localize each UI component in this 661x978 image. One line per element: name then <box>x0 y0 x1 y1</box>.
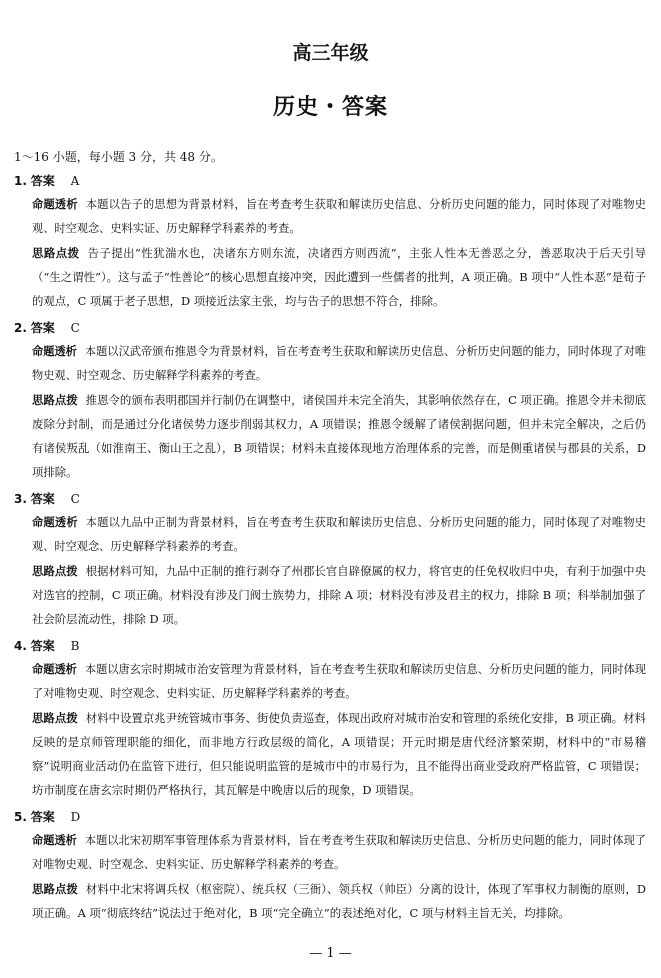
answer-line <box>14 637 646 655</box>
question-number: 5. <box>14 810 27 824</box>
hint-text: 告子提出“性犹湍水也，决诸东方则东流，决诸西方则西流”，主张人性本无善恶之分，善恶取决于后天引导（“生之谓性”）。这与孟子“性善论”的核心思想直接冲突，因此遭到一些儒者的批判，A 项正确。B 项中“人性本恶”是荀子的观点，C 项属于老子思想，D 项接近法家主张，均与告子的思想不符合，排除。 <box>32 246 646 308</box>
answer-item-5 <box>14 808 646 925</box>
answer-item-3 <box>14 490 646 631</box>
hint-label: 思路点拨 <box>32 246 80 260</box>
answer-line <box>14 319 646 337</box>
hint-label: 思路点拨 <box>32 711 78 725</box>
answer-label: 答案 <box>30 492 55 506</box>
hint-paragraph <box>14 388 646 484</box>
analysis-label: 命题透析 <box>32 516 78 529</box>
analysis-text: 本题以唐玄宗时期城市治安管理为背景材料，旨在考查考生获取和解读历史信息、分析历史问题的能力，同时体现了对唯物史观、时空观念、史料实证、历史解释学科素养的考查。 <box>32 663 646 700</box>
answer-item-2 <box>14 319 646 484</box>
analysis-paragraph <box>14 340 646 388</box>
question-number: 4. <box>14 639 27 653</box>
hint-label: 思路点拨 <box>32 564 78 578</box>
answer-label: 答案 <box>30 321 55 335</box>
answer-label: 答案 <box>30 810 55 824</box>
analysis-text: 本题以九品中正制为背景材料，旨在考查考生获取和解读历史信息、分析历史问题的能力，同时体现了对唯物史观、时空观念、历史解释学科素养的考查。 <box>32 516 646 553</box>
answer-item-4 <box>14 637 646 802</box>
question-number: 1. <box>14 174 27 188</box>
answer-line <box>14 808 646 826</box>
answer-line <box>14 172 646 190</box>
analysis-paragraph <box>14 511 646 559</box>
analysis-text: 本题以汉武帝颁布推恩令为背景材料，旨在考查考生获取和解读历史信息、分析历史问题的能力，同时体现了对唯物史观、时空观念、历史解释学科素养的考查。 <box>32 345 646 382</box>
hint-label: 思路点拨 <box>32 393 78 407</box>
answer-choice: A <box>70 174 80 188</box>
hint-text: 材料中设置京兆尹统管城市事务、街使负责巡查，体现出政府对城市治安和管理的系统化安排，B 项正确。材料反映的是京师管理职能的细化，而非地方行政层级的简化，A 项错误；开元时期是唐代经济繁荣期，材料中的“市易稽察”说明商业活动仍在监管下进行，但只能说明监管的是城市中的市易行为，且不能得出商业受政府严格监管，C 项错误；坊市制度在唐玄宗时期仍严格执行，其瓦解是中晚唐以后的现象，D 项错误。 <box>32 711 646 797</box>
answer-item-1 <box>14 172 646 313</box>
question-number: 3. <box>14 492 27 506</box>
hint-text: 推恩令的颁布表明郡国并行制仍在调整中，诸侯国并未完全消失，其影响依然存在，C 项正确。推恩令并未彻底废除分封制，而是通过分化诸侯势力逐步削弱其权力，A 项错误；推恩令缓解了诸侯割据问题，但并未完全解决，之后仍有诸侯叛乱（如淮南王、衡山王之乱），B 项错误；材料未直接体现地方治理体系的完善，而是侧重诸侯与郡县的关系，D 项排除。 <box>32 393 646 479</box>
answer-choice: C <box>70 321 80 335</box>
scoring-intro: 1～16 小题，每小题 3 分，共 48 分。 <box>14 150 223 164</box>
hint-paragraph <box>14 706 646 802</box>
hint-paragraph <box>14 559 646 631</box>
analysis-label: 命题透析 <box>32 345 77 358</box>
answer-choice: B <box>70 639 80 653</box>
answer-line <box>14 490 646 508</box>
question-number: 2. <box>14 321 27 335</box>
hint-label: 思路点拨 <box>32 882 78 896</box>
answer-label: 答案 <box>30 174 55 188</box>
grade-heading: 高三年级 <box>292 42 369 64</box>
analysis-text: 本题以告子的思想为背景材料，旨在考查考生获取和解读历史信息、分析历史问题的能力，同时体现了对唯物史观、时空观念、史料实证、历史解释学科素养的考查。 <box>32 198 646 235</box>
answer-label: 答案 <box>30 639 55 653</box>
analysis-text: 本题以北宋初期军事管理体系为背景材料，旨在考查考生获取和解读历史信息、分析历史问题的能力，同时体现了对唯物史观、时空观念、史料实证、历史解释学科素养的考查。 <box>32 834 646 871</box>
analysis-label: 命题透析 <box>32 198 78 211</box>
hint-text: 材料中北宋将调兵权（枢密院）、统兵权（三衙）、领兵权（帅臣）分离的设计，体现了军事权力制衡的原则，D 项正确。A 项“彻底终结”说法过于绝对化，B 项“完全确立”的表述绝对化，C 项与材料主旨无关，均排除。 <box>32 882 646 920</box>
hint-paragraph <box>14 241 646 313</box>
answer-content <box>14 148 646 925</box>
analysis-paragraph <box>14 193 646 241</box>
answer-choice: D <box>70 810 81 824</box>
hint-paragraph <box>14 877 646 925</box>
analysis-paragraph <box>14 829 646 877</box>
analysis-label: 命题透析 <box>32 834 77 847</box>
answer-choice: C <box>70 492 80 506</box>
analysis-label: 命题透析 <box>32 663 77 676</box>
hint-text: 根据材料可知，九品中正制的推行剥夺了州郡长官自辟僚属的权力，将官吏的任免权收归中央，有利于加强中央对选官的控制，C 项正确。材料没有涉及门阀士族势力，排除 A 项；材料没有涉及君主的权力，排除 B 项；科举制加强了社会阶层流动性，排除 D 项。 <box>32 564 646 626</box>
analysis-paragraph <box>14 658 646 706</box>
page-number: — 1 — <box>309 946 352 961</box>
page-title: 历史・答案 <box>272 95 388 120</box>
